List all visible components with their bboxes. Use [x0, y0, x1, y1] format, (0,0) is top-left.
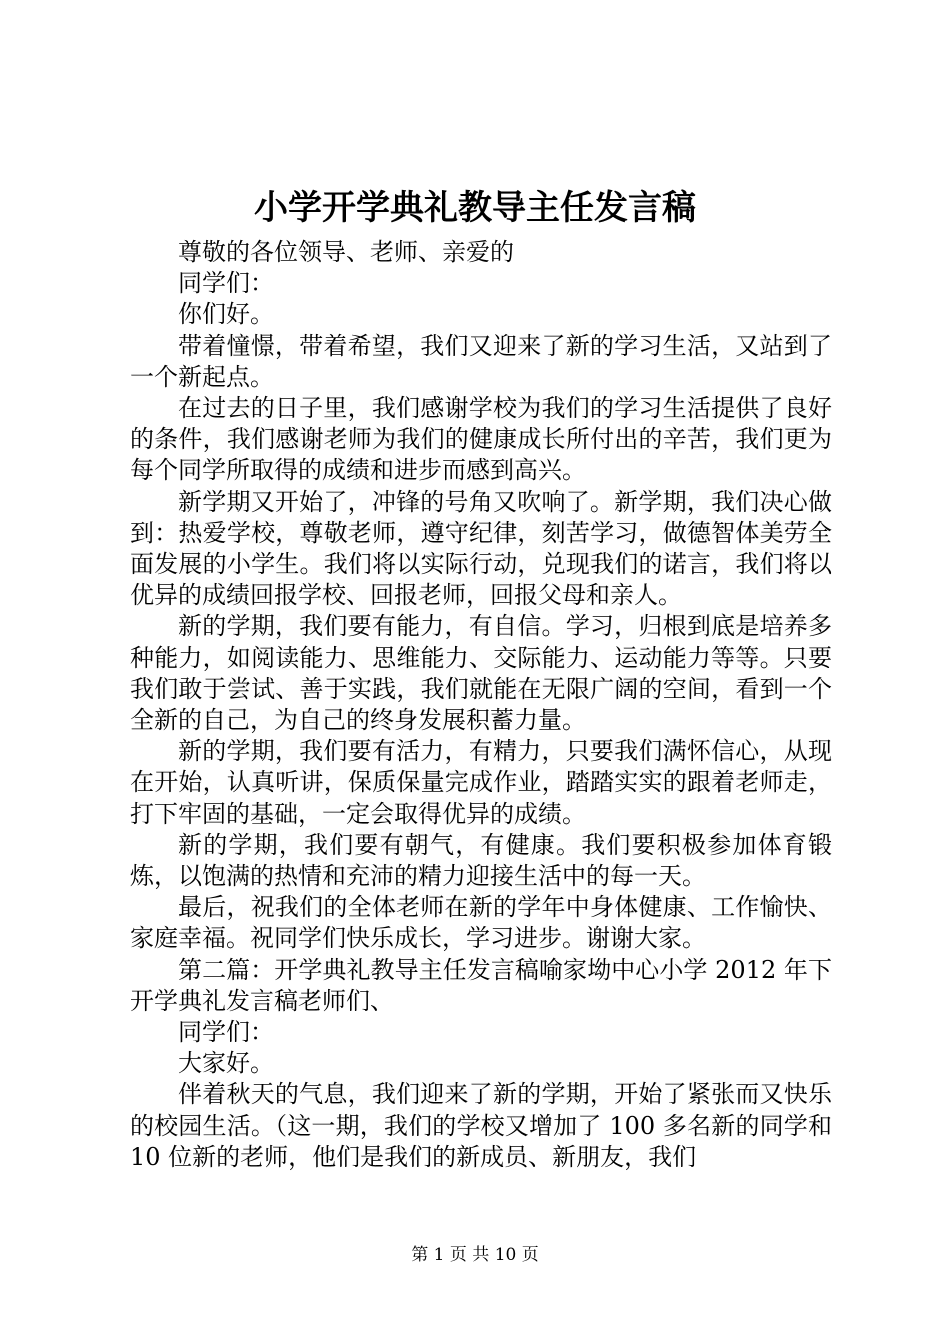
paragraph: 尊敬的各位领导、老师、亲爱的	[178, 238, 514, 266]
document-title: 小学开学典礼教导主任发言稿	[254, 188, 696, 228]
paragraph: 新的学期，我们要有活力，有精力，只要我们满怀信心，从现在开始，认真听讲，保质保量完成作业，踏踏实实的跟着老师走，打下牢固的基础，一定会取得优异的成绩。	[130, 737, 832, 828]
paragraph: 你们好。	[178, 300, 274, 329]
paragraph: 伴着秋天的气息，我们迎来了新的学期，开始了紧张而又快乐的校园生活。（这一期，我们的学校又增加了 100 多名新的同学和 10 位新的老师，他们是我们的新成员、新朋友，我们	[130, 1080, 832, 1171]
paragraph: 新学期又开始了，冲锋的号角又吹响了。新学期，我们决心做到：热爱学校，尊敬老师，遵守纪律，刻苦学习，做德智体美劳全面发展的小学生。我们将以实际行动，兑现我们的诺言，我们将以优异的成绩回报学校、回报老师，回报父母和亲人。	[130, 487, 832, 610]
paragraph: 同学们：	[178, 269, 274, 298]
paragraph: 大家好。	[178, 1049, 274, 1078]
paragraph: 最后，祝我们的全体老师在新的学年中身体健康、工作愉快、家庭幸福。祝同学们快乐成长，学习进步。谢谢大家。	[130, 893, 832, 953]
paragraph: 新的学期，我们要有能力，有自信。学习，归根到底是培养多种能力，如阅读能力、思维能力、交际能力、运动能力等等。只要我们敢于尝试、善于实践，我们就能在无限广阔的空间，看到一个全新的自己，为自己的终身发展积蓄力量。	[130, 612, 832, 735]
paragraph: 同学们：	[178, 1018, 274, 1047]
document-body	[130, 237, 832, 1173]
paragraph: 在过去的日子里，我们感谢学校为我们的学习生活提供了良好的条件，我们感谢老师为我们的健康成长所付出的辛苦，我们更为每个同学所取得的成绩和进步而感到高兴。	[130, 394, 832, 485]
paragraph: 新的学期，我们要有朝气，有健康。我们要积极参加体育锻炼，以饱满的热情和充沛的精力迎接生活中的每一天。	[130, 830, 832, 891]
paragraph: 第二篇：开学典礼教导主任发言稿喻家坳中心小学 2012 年下开学典礼发言稿老师们、	[130, 955, 832, 1015]
paragraph: 带着憧憬，带着希望，我们又迎来了新的学习生活，又站到了一个新起点。	[130, 331, 832, 391]
page-number-footer: 第 1 页 共 10 页	[411, 1245, 539, 1265]
